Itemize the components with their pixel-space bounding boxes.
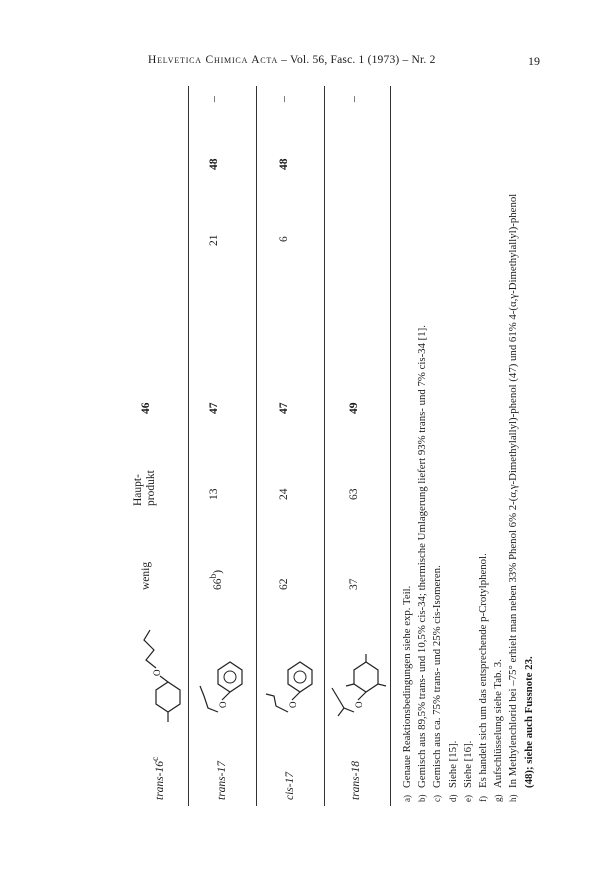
footnote: e)Siehe [16]. (461, 740, 474, 802)
crotyl-phenyl-ether-structure (196, 626, 252, 722)
product-number: 47 (278, 402, 290, 414)
footnote: c)Gemisch aus ca. 75% trans- und 25% cis-Isomeren. (431, 565, 444, 802)
row-divider (256, 86, 257, 806)
product-number: 48 (278, 158, 290, 170)
journal-volume: – Vol. 56, Fasc. 1 (1973) – Nr. 2 (278, 54, 436, 66)
product-number: 47 (208, 402, 220, 414)
footnote-ref: c (150, 756, 161, 762)
running-header (0, 54, 600, 74)
yield-value: 6 (278, 236, 290, 242)
journal-name: Helvetica Chimica Acta (148, 54, 279, 66)
yield-value: 62 (278, 578, 290, 590)
table-bottom-rule (390, 86, 391, 806)
footnote: (48); siehe auch Fussnote 23. (522, 656, 535, 788)
page-number: 19 (528, 54, 540, 68)
yield-value: 66$^b$) (208, 569, 224, 590)
journal-citation (148, 54, 436, 66)
svg-text:O: O (288, 701, 298, 708)
row-divider (188, 86, 189, 806)
product-number: 46 (140, 402, 152, 414)
footnote: h)In Methylenchlorid bei –75° erhielt man neben 33% Phenol 6% 2-(α,γ-Dimethylallyl)-phenol (47) und 61% 4-(α,γ-Dimethylallyl)-phenol (507, 193, 520, 802)
compound-label: trans-17 (216, 761, 228, 800)
rotated-table-page (128, 86, 535, 806)
yield-value: 63 (348, 488, 360, 500)
cis-crotyl-phenyl-ether-structure (264, 626, 320, 722)
svg-text:O: O (152, 669, 162, 676)
yield-value: 13 (208, 488, 220, 500)
yield-value: Haupt- produkt (132, 470, 157, 506)
allyl-phenyl-ether-structure (132, 626, 184, 722)
compound-label: trans-18 (350, 761, 362, 800)
results-table (128, 86, 390, 806)
yield-value: 21 (208, 234, 220, 246)
footnote: a)Genaue Reaktionsbedingungen siehe exp. Teil. (401, 585, 413, 802)
yield-value: 37 (348, 578, 360, 590)
svg-text:O: O (354, 701, 364, 708)
empty-mark: – (208, 96, 220, 102)
footnote: d)Siehe [15]. (446, 740, 459, 802)
compound-label: cis-17 (284, 771, 296, 800)
empty-mark: – (348, 96, 360, 102)
svg-text:O: O (218, 701, 228, 708)
yield-value: 24 (278, 488, 290, 500)
product-number: 49 (348, 402, 360, 414)
yield-value: wenig (140, 561, 152, 590)
footnotes (400, 90, 537, 802)
compound-label: trans-16$^c$ (150, 756, 166, 800)
product-number: 48 (208, 158, 220, 170)
footnote: g)Aufschlüsselung siehe Tab. 3. (492, 659, 505, 802)
trimethylphenyl-ether-structure (328, 626, 388, 722)
footnote: b)Gemisch aus 89,5% trans- und 10,5% cis-34; thermische Umlagerung liefert 93% trans- und 7% cis-34 [1]. (416, 325, 429, 802)
footnote: f)Es handelt sich um das entsprechende p-Crotylphenol. (477, 553, 490, 802)
empty-mark: – (278, 96, 290, 102)
row-divider (324, 86, 325, 806)
